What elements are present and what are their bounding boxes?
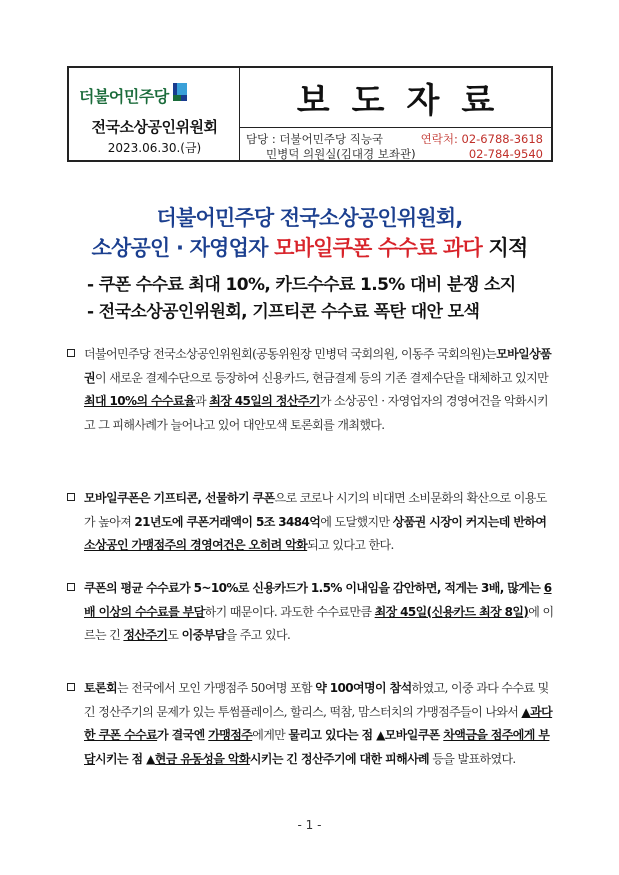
p1-text: 가 소상공인 · 자영업자의 경영여건을 악화시키고 그 피해사례가 늘어나고 있어 대안모색 토론회를 개최했다. bbox=[84, 394, 548, 432]
p1-text: 더불어민주당 전국소상공인위원회(공동위원장 민병덕 국회의원, 이동주 국회의원)는 bbox=[84, 347, 497, 361]
p2-bold: 상품권 시장이 커지는데 반하여 bbox=[392, 514, 547, 529]
page-number: - 1 - bbox=[297, 818, 322, 832]
p3-text: 도 bbox=[167, 628, 182, 642]
p4-bold: 가 결국엔 bbox=[157, 728, 209, 742]
p1-emphasis: 최대 10%의 수수료율 bbox=[84, 394, 196, 408]
logo-text: 더불어민주당 bbox=[79, 87, 169, 106]
paragraph-3 bbox=[84, 577, 554, 648]
logo-mark-icon bbox=[171, 81, 189, 103]
checkbox-bullet-icon bbox=[67, 583, 75, 591]
header-org-cell bbox=[69, 68, 240, 160]
p3-bold: 이중부담 bbox=[181, 628, 226, 642]
headline-part-a: 소상공인 · 자영업자 bbox=[91, 236, 275, 260]
p3-text: 에 이르는 긴 bbox=[84, 604, 554, 642]
p4-bold: 약 100여명이 참석 bbox=[315, 681, 412, 695]
p3-emphasis: 6배 이상의 수수료를 부담 bbox=[84, 581, 552, 619]
p1-text: 이 새로운 결제수단으로 등장하여 신용카드, 현금결제 등의 기존 결제수단을 대체하고 있지만 bbox=[95, 370, 549, 385]
p3-text: 을 주고 있다. bbox=[225, 628, 291, 642]
headline-line-1: 더불어민주당 전국소상공인위원회, bbox=[156, 206, 463, 230]
press-title-cell bbox=[240, 68, 551, 128]
subheading-1: - 쿠폰 수수료 최대 10%, 카드수수료 1.5% 대비 분쟁 소지 bbox=[87, 275, 516, 295]
press-header bbox=[67, 66, 553, 162]
contact-cell bbox=[240, 128, 551, 160]
contact-label: 담당 : 더불어민주당 직능국 bbox=[246, 132, 384, 146]
subheading-2: - 전국소상공인위원회, 기프티콘 수수료 폭탄 대안 모색 bbox=[87, 302, 480, 322]
p4-text: 등을 발표하였다. bbox=[429, 751, 516, 766]
p4-bold: 시키는 점 ▲ bbox=[95, 751, 155, 766]
p3-emphasis: 최장 45일(신용카드 최장 8일) bbox=[374, 604, 529, 619]
p4-bold: 물리고 있다는 점 ▲모바일쿠폰 bbox=[288, 728, 444, 742]
contact-name: 민병덕 의원실(김대경 보좌관) bbox=[266, 147, 416, 161]
p2-emphasis: 소상공인 가맹점주의 경영여건은 오히려 악화 bbox=[84, 538, 308, 552]
p2-text: 으로 코로나 시기의 비대면 소비문화의 확산으로 이용도가 높아져 bbox=[84, 491, 547, 529]
p1-bold: 모바일상품권 bbox=[84, 347, 552, 385]
p3-bold: 쿠폰의 평균 수수료가 5~10%로 신용카드가 1.5% 이내임을 감안하면, 적게는 3배, 많게는 bbox=[84, 581, 544, 595]
checkbox-bullet-icon bbox=[67, 349, 75, 357]
p4-bold: 토론회 bbox=[84, 681, 117, 695]
p1-emphasis: 최장 45일의 정산주기 bbox=[209, 394, 320, 408]
contact-person bbox=[246, 132, 416, 162]
p2-bold: 21년도에 쿠폰거래액이 5조 3484억 bbox=[134, 514, 321, 529]
release-date: 2023.06.30.(금) bbox=[107, 141, 202, 155]
p4-emphasis: ▲과다한 쿠폰 수수료 bbox=[84, 704, 553, 742]
headline-part-c: 지적 bbox=[482, 236, 528, 260]
p3-emphasis: 정산주기 bbox=[123, 628, 168, 642]
headline-highlight: 모바일쿠폰 수수료 과다 bbox=[274, 236, 482, 260]
headline-line-2 bbox=[0, 232, 619, 262]
paragraph-4 bbox=[84, 677, 554, 771]
party-logo bbox=[79, 81, 189, 105]
press-title: 보도자료 bbox=[296, 81, 517, 121]
p2-text: 되고 있다고 한다. bbox=[307, 538, 394, 552]
p2-bold: 모바일쿠폰은 기프티콘, 선물하기 쿠폰 bbox=[84, 491, 275, 505]
p4-emphasis: 현금 유동성을 악화 bbox=[154, 751, 250, 766]
p4-text: 하였고, 이중 과다 수수료 및 긴 정산주기의 문제가 있는 투썸플레이스, 할리스, 떡참, 맘스터치의 가맹점주들이 나와서 bbox=[84, 681, 549, 719]
paragraph-2 bbox=[84, 487, 554, 558]
phone-2: 02-784-9540 bbox=[468, 147, 543, 161]
checkbox-bullet-icon bbox=[67, 493, 75, 501]
p2-text: 에 도달했지만 bbox=[320, 514, 393, 529]
contact-phones bbox=[421, 132, 543, 162]
p4-emphasis: 가맹점주 bbox=[208, 728, 253, 742]
org-name: 전국소상공인위원회 bbox=[91, 118, 218, 136]
p4-text: 에게만 bbox=[252, 728, 289, 742]
checkbox-bullet-icon bbox=[67, 683, 75, 691]
p3-text: 하기 때문이다. 과도한 수수료만큼 bbox=[204, 604, 375, 619]
p1-text: 과 bbox=[195, 394, 210, 408]
p4-emphasis: 차액금을 점주에게 부담 bbox=[84, 728, 550, 766]
p4-bold: 시키는 긴 정산주기에 대한 피해사례 bbox=[249, 751, 430, 766]
phone-1: 연락처: 02-6788-3618 bbox=[420, 132, 543, 146]
paragraph-1 bbox=[84, 343, 554, 437]
p4-text: 는 전국에서 모인 가맹점주 50여명 포함 bbox=[116, 681, 316, 695]
